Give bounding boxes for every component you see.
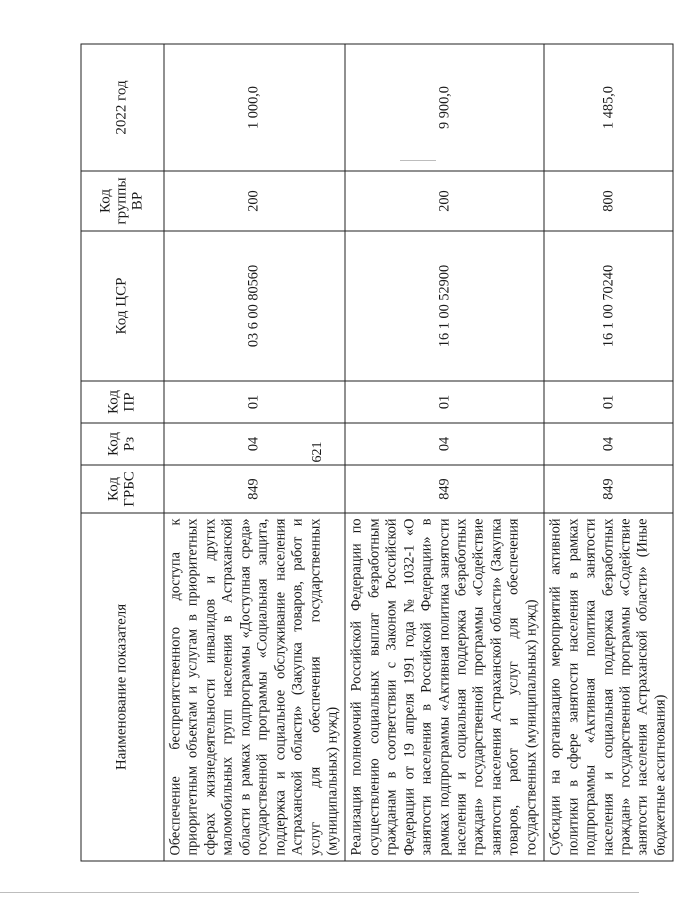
cell-name: Субсидии на организацию мероприятий активной политики в сфере занятости населения в рамках подпрограммы «Активная политика занятости населения и социальная поддержка безработных граждан» государственной программы «Содействие занятости населения Астраханской области» (Иные бюджетные ассигнования) (544, 513, 673, 861)
cell-csr: 03 6 00 80560 (164, 231, 345, 381)
header-name: Наименование показателя (81, 513, 164, 861)
cell-vr: 200 (164, 171, 345, 231)
header-csr: Код ЦСР (81, 231, 164, 381)
cell-grbs: 849 (345, 465, 544, 513)
cell-name: Обеспечение беспрепятственного доступа к приоритетным объектам и услугам в приоритетных сферах жизнедеятельности инвалидов и других маломобильных групп населения в Астраханской области в рамках подпрограммы «Доступная среда» государственной программы «Социальная защита, поддержка и социальное обслуживание населения Астраханской области» (Закупка товаров, работ и услуг для обеспечения государственных (муниципальных) нужд) (164, 513, 345, 861)
cell-pr: 01 (544, 381, 673, 423)
cell-rz: 04 (164, 423, 345, 465)
table-row (544, 44, 673, 861)
cell-grbs: 849 (164, 465, 345, 513)
header-year: 2022 год (81, 44, 164, 171)
cell-rz: 04 (544, 423, 673, 465)
table-row (345, 44, 544, 861)
cell-grbs: 849 (544, 465, 673, 513)
cell-pr: 01 (345, 381, 544, 423)
header-rz: Код Рз (81, 423, 164, 465)
scan-line-bottom (0, 892, 639, 893)
cell-pr: 01 (164, 381, 345, 423)
cell-csr: 16 1 00 70240 (544, 231, 673, 381)
cell-year: 1 485,0 (544, 44, 673, 171)
cell-name: Реализация полномочий Российской Федерации по осуществлению социальных выплат безработным гражданам в соответствии с Законом Российской Федерации от 19 апреля 1991 года № 1032-1 «О занятости населения в Российской Федерации» в рамках подпрограммы «Активная политика занятости населения и социальная поддержка безработных граждан» государственной программы «Содействие занятости населения Астраханской области» (Закупка товаров, работ и услуг для обеспечения государственных (муниципальных) нужд) (345, 513, 544, 861)
budget-table (81, 44, 674, 862)
rotated-table-container (81, 45, 669, 862)
cell-vr: 800 (544, 171, 673, 231)
cell-vr: 200 (345, 171, 544, 231)
header-grbs: Код ГРБС (81, 465, 164, 513)
page-number: 621 (310, 441, 325, 463)
cell-year: 1 000,0 (164, 44, 345, 171)
cell-csr: 16 1 00 52900 (345, 231, 544, 381)
cell-year: 9 900,0 (345, 44, 544, 171)
cell-rz: 04 (345, 423, 544, 465)
table-header-row (81, 44, 164, 861)
table-row (164, 44, 345, 861)
header-pr: Код ПР (81, 381, 164, 423)
header-vr: Код группы ВР (81, 171, 164, 231)
